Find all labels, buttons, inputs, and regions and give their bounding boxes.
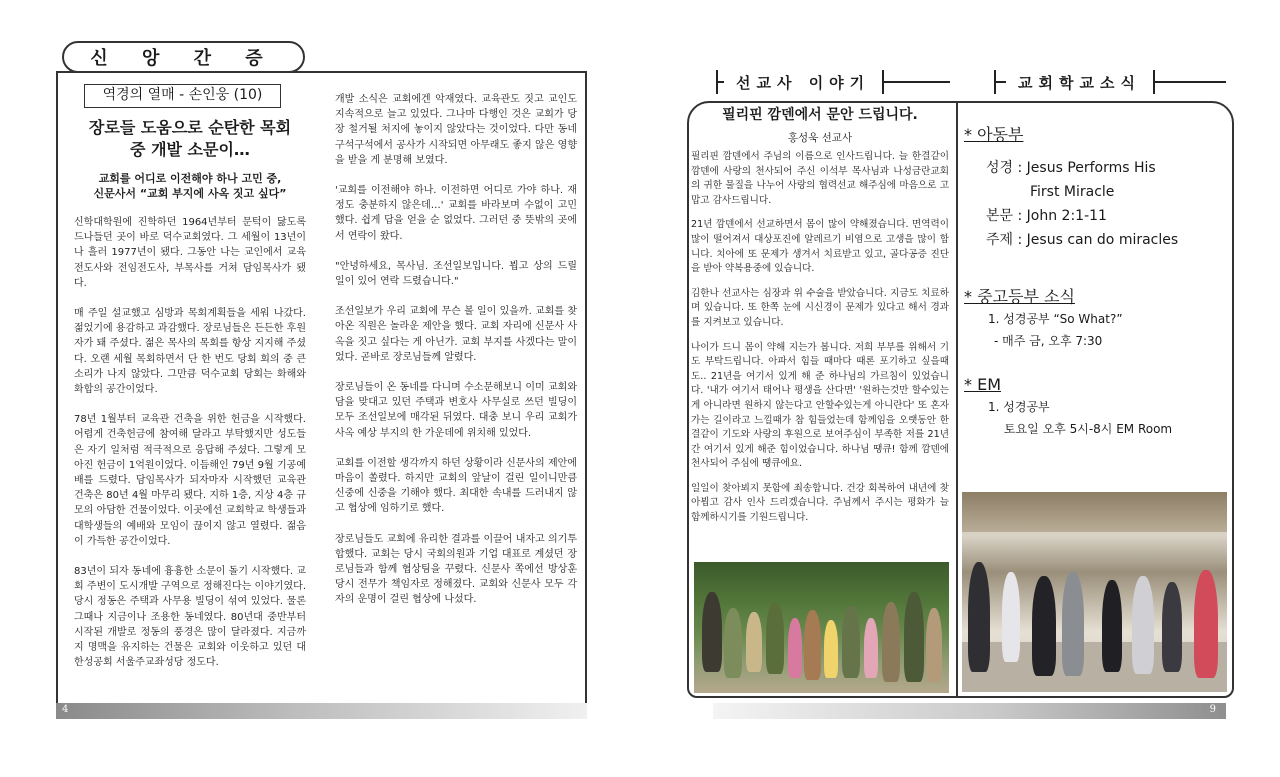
- paragraph: 개발 소식은 교회에겐 악재였다. 교육관도 짓고 교인도 지속적으로 늘고 있었다. 그나마 다행인 것은 교회가 당장 철거될 처지에 놓이지 않았다는 것이었다. 다만 동네 구석구석에서 공사가 시작되면 아무래도 좋지 않은 영향을 받을 게 분명해 보였다.: [335, 94, 577, 166]
- missionary-body: [691, 150, 949, 526]
- paragraph: 교회를 이전할 생각까지 하던 상황이라 신문사의 제안에 마음이 쏠렸다. 하지만 교회의 앞날이 걸린 일이니만큼 신중에 신중을 기해야 했다. 최대한 속내를 드러내지 않고 협상에 임하기로 했다.: [335, 457, 577, 515]
- missionary-section-header: [716, 70, 950, 94]
- em-heading: * EM: [964, 375, 1001, 394]
- school-section-title: 교회학교소식: [1018, 73, 1141, 92]
- paragraph: 83년이 되자 동네에 흉흉한 소문이 돌기 시작했다. 교회 주변이 도시개발 구역으로 정해진다는 이야기였다. 당시 정동은 주택과 사무용 빌딩이 섞여 있었다. 물론 그때나 지금이나 조용한 동네였다. 80년대 중반부터 시작된 개발로 정동의 풍경은 많이 달라졌다. 지금까지 명맥을 유지하는 건물은 교회와 이웃하고 있던 대한성공회 서울주교좌성당 정도다.: [74, 566, 306, 669]
- em-item-1: 1. 성경공부: [988, 400, 1050, 414]
- paragraph: "안녕하세요, 목사님. 조선일보입니다. 뵙고 상의 드릴 일이 있어 연락 드렸습니다.": [335, 260, 577, 288]
- left-page-footer: [56, 703, 587, 719]
- page-number: 4: [62, 704, 69, 715]
- column-2-body: [335, 92, 577, 608]
- article-subhead: [74, 171, 306, 201]
- em-item-2: 토요일 오후 5시-8시 EM Room: [1004, 422, 1173, 436]
- paragraph: 필리핀 깜덴에서 주님의 이름으로 인사드립니다. 늘 한결같이 깜덴에 사랑의 천사되어 주신 이석부 목사님과 나성금란교회의 귀한 물질을 나누어 사랑의 협력선교 해주심에 마음으로 고맙고 감사드립니다.: [691, 151, 949, 206]
- missionary-author: 홍성욱 선교사: [787, 132, 853, 144]
- subhead-line-1: 교회를 어디로 이전해야 하나 고민 중,: [98, 172, 282, 185]
- youth-item-2: - 매주 금, 오후 7:30: [994, 334, 1103, 348]
- column-divider: [956, 103, 958, 696]
- missionary-section-title: 선교사 이야기: [736, 73, 871, 92]
- missionary-title: 필리핀 깜덴에서 문안 드립니다.: [722, 107, 918, 123]
- paragraph: 21년 깜덴에서 선교하면서 몸이 많이 약해졌습니다. 면역력이 많이 떨어져서 대상포진에 알레르기 비염으로 고생을 많이 합니다. 치아에 또 문제가 생겨서 치료받고 있고, 골다공증 진단을 받아 약복용중에 있습니다.: [691, 219, 949, 275]
- youth-item-1: 1. 성경공부 “So What?”: [988, 312, 1123, 326]
- subhead-line-2: 신문사서 “교회 부지에 사옥 짓고 싶다”: [93, 187, 287, 200]
- section-title-testimony: 신 앙 간 증: [62, 41, 305, 73]
- paragraph: 신학대학원에 진학하던 1964년부터 문턱이 닳도록 드나들던 곳이 바로 덕수교회였다. 그 세월이 13년이나 흘러 1977년이 됐다. 그동안 나는 교인에서 교육전도사와 전임전도사, 부목사를 거쳐 담임목사가 됐다.: [74, 217, 306, 289]
- paragraph: 김한나 선교사는 심장과 위 수술을 받았습니다. 지금도 치료하며 있습니다. 또 한쪽 눈에 시신경이 문제가 있다고 해서 경과를 지켜보고 있습니다.: [691, 287, 949, 328]
- article-headline: [74, 117, 306, 161]
- school-section-header: [994, 70, 1226, 94]
- paragraph: 78년 1월부터 교육관 건축을 위한 헌금을 시작했다. 어렵게 건축헌금에 참여해 달라고 부탁했지만 성도들은 자기 일처럼 적극적으로 응답해 주셨다. 그렇게 모아진 헌금이 1억원이었다. 이듬해인 79년 9월 기공예배를 드렸다. 담임목사가 되자마자 시작했던 교육관 건축은 80년 4월 마무리 됐다. 지하 1층, 지상 4층 규모의 아담한 건물이었다. 이곳에선 교회학교 학생들과 대학생들의 예배와 모임이 끊이지 않고 열렸다. 젊음이 가득한 공간이었다.: [74, 414, 306, 547]
- kids-bible-cont: First Miracle: [1030, 184, 1115, 200]
- page-number: 9: [1209, 704, 1216, 715]
- church-school-news: [964, 124, 1226, 440]
- paragraph: 매 주일 설교했고 심방과 목회계획들을 세워 나갔다. 젊었기에 용감하고 과감했다. 장로님들은 든든한 후원자가 돼 주셨다. 젊은 목사의 목회를 항상 지지해 주셨다. 오랜 세월 목회하면서 단 한 번도 당회 회의 중 큰 소리가 나지 않았다. 그만큼 덕수교회 당회는 화해와 화합의 공간이었다.: [74, 308, 306, 396]
- headline-line-1: 장로들 도움으로 순탄한 목회: [88, 118, 292, 137]
- headline-line-2: 중 개발 소문이…: [130, 140, 250, 159]
- paragraph: 조선일보가 우리 교회에 무슨 볼 일이 있을까. 교회를 찾아온 직원은 놀라운 제안을 했다. 교회 자리에 신문사 사옥을 짓고 싶다는 게 아닌가. 교회 부지를 사겠다는 말이었다. 곧바로 장로님들께 알렸다.: [335, 306, 577, 363]
- paragraph: 장로님들이 온 동네를 다니며 수소문해보니 이미 교회와 담을 맞대고 있던 주택과 변호사 사무실로 쓰던 빌딩이 모두 조선일보에 매각된 뒤였다. 대충 보니 우리 교회가 사옥 예상 부지의 한 가운데에 위치해 있었다.: [335, 382, 577, 439]
- kids-text: 본문 : John 2:1-11: [986, 208, 1107, 224]
- paragraph: 나이가 드니 몸이 약해 지는가 봅니다. 저희 부부를 위해서 기도 부탁드립니다. 아파서 힘들 때마다 때론 포기하고 싶을때도.. 21년을 여기서 있게 해 준 하나님의 가르침이 있었습니다. '내가 여기서 태어나 평생을 산다면' '원하는것만 할수있는게 아니라면 원하지 않는다고 안할수있는게 아니란다' 또 혼자가는 길이라고 느낄때가 참 힘들었는데 함께임을 오랫동안 한결같이 기도와 사랑의 후원으로 보여주심이 부족한 저를 21년간 여기서 있게 해준 힘이었습니다. 하나님 땡큐! 함께 깜덴에 천사되어 주심에 땡큐에요.: [691, 341, 949, 470]
- testimony-column-1: [74, 82, 306, 685]
- testimony-column-2: [335, 92, 577, 623]
- group-photo-camden: [694, 562, 949, 693]
- column-1-body: [74, 215, 306, 670]
- youth-heading: * 중고등부 소식: [964, 287, 1075, 306]
- paragraph: 일일이 찾아뵈지 못함에 죄송합니다. 건강 회복하여 내년에 찾아뵙고 감사 인사 드리겠습니다. 주님께서 주시는 평화가 늘 함께하시기를 기원드립니다.: [691, 482, 949, 524]
- missionary-story: [691, 106, 949, 536]
- kids-heading: * 아동부: [964, 125, 1024, 144]
- kids-theme: 주제 : Jesus can do miracles: [986, 232, 1179, 248]
- paragraph: '교회를 이전해야 하나. 이전하면 어디로 가야 하나. 재정도 충분하지 않은데…' 교회를 바라보며 수없이 고민했다. 쉽게 답을 얻을 순 없었다. 그러던 중 뜻밖의 곳에서 연락이 왔다.: [335, 185, 577, 242]
- right-page-footer: [713, 703, 1226, 719]
- paragraph: 장로님들도 교회에 유리한 결과를 이끌어 내자고 의기투합했다. 교회는 당시 국회의원과 기업 대표로 계셨던 장로님들과 함께 협상팀을 꾸렸다. 신문사 쪽에선 방상훈 당시 전무가 책임자로 정해졌다. 교회와 신문사 모두 각자의 운명이 걸린 협상에 나섰다.: [335, 533, 577, 606]
- kids-bible: 성경 : Jesus Performs His: [986, 160, 1156, 176]
- series-tag: 역경의 열매 - 손인웅 (10): [84, 84, 281, 108]
- youth-activity-photo: [962, 492, 1227, 692]
